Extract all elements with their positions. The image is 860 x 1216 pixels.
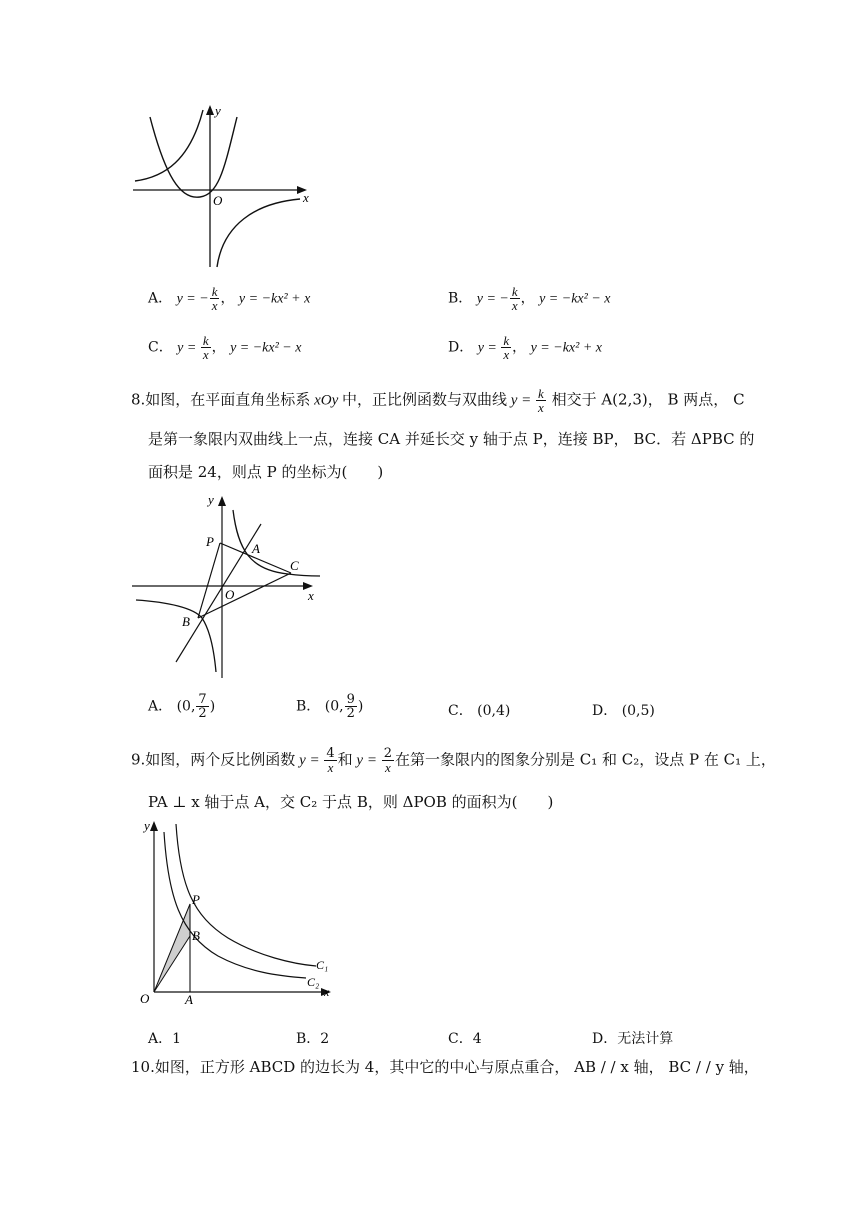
q9-label-o: O bbox=[140, 991, 150, 1006]
q9-label-y: y bbox=[144, 818, 150, 833]
q8-label-a: A bbox=[252, 541, 260, 556]
q8-label-x: x bbox=[308, 588, 314, 603]
q9-triangle-pob bbox=[154, 904, 190, 992]
q9-label-c1: C₁ bbox=[316, 958, 329, 972]
q7-hyperbola-upper bbox=[135, 110, 203, 181]
q9-curve-c2 bbox=[164, 832, 306, 978]
q8-label-y: y bbox=[208, 492, 214, 507]
q7-label-o: O bbox=[213, 193, 223, 208]
q8-label-b: B bbox=[182, 614, 190, 629]
q9-option-a[interactable]: A．1 bbox=[148, 1031, 182, 1047]
q9-graph bbox=[128, 816, 338, 1006]
q8-stem-line3: 面积是 24，则点 P 的坐标为( ) bbox=[148, 463, 384, 481]
q7-option-d[interactable]: D． y = $\frac{k}{x}$ ， y = −kx² + x bbox=[448, 333, 602, 362]
q9-label-x: x bbox=[324, 985, 330, 999]
q8-option-d[interactable]: D． (0,5) bbox=[592, 703, 655, 719]
q8-label-c: C bbox=[290, 558, 299, 573]
q8-y-arrow bbox=[218, 496, 226, 506]
q7-label-y: y bbox=[215, 103, 221, 118]
q7-option-b[interactable]: B． y = − $\frac{k}{x}$ ， y = −kx² − x bbox=[448, 284, 611, 313]
q8-label-p: P bbox=[206, 534, 214, 549]
q9-y-arrow bbox=[150, 821, 158, 831]
q9-label-p: P bbox=[192, 892, 200, 907]
q9-label-b: B bbox=[192, 928, 200, 943]
q8-option-b[interactable]: B． (0, $\frac{9}{2}$ ) bbox=[296, 692, 364, 721]
q7-graph bbox=[125, 95, 325, 270]
q8-segment-bc bbox=[198, 573, 291, 618]
q7-option-a[interactable]: A． y = − $\frac{k}{x}$ ， y = −kx² + x bbox=[148, 284, 311, 313]
q8-hyperbola-q1 bbox=[233, 510, 320, 576]
q9-option-b[interactable]: B．2 bbox=[296, 1031, 330, 1047]
q9-label-c2: C₂ bbox=[307, 975, 320, 989]
q8-option-c[interactable]: C． (0,4) bbox=[448, 703, 511, 719]
q8-stem-line1: 8.如图，在平面直角坐标系 xOy 中，正比例函数与双曲线 y = $\frac{k}{x}$ 相交于 A(2,3)， B 两点， C bbox=[131, 386, 745, 415]
q7-label-x: x bbox=[303, 190, 309, 205]
q9-option-c[interactable]: C．4 bbox=[448, 1031, 482, 1047]
q9-stem-line1: 9.如图，两个反比例函数 y = $\frac{4}{x}$ 和 y = $\frac{2}{x}$ 在第一象限内的图象分别是 C₁ 和 C₂，设点 P 在 C₁ 上， bbox=[131, 746, 776, 775]
q9-label-a: A bbox=[185, 992, 193, 1006]
q10-stem-line1: 10.如图，正方形 ABCD 的边长为 4，其中它的中心与原点重合， AB / / x 轴， BC / / y 轴， bbox=[131, 1058, 759, 1076]
q8-option-a[interactable]: A． (0, $\frac{7}{2}$ ) bbox=[148, 692, 216, 721]
q7-y-arrow bbox=[206, 105, 214, 115]
q7-hyperbola-lower bbox=[217, 199, 300, 267]
q8-stem-line2: 是第一象限内双曲线上一点，连接 CA 并延长交 y 轴于点 P，连接 BP， BC．若 ΔPBC 的 bbox=[148, 430, 755, 448]
q7-option-c[interactable]: C． y = $\frac{k}{x}$ ， y = −kx² − x bbox=[148, 333, 302, 362]
q8-label-o: O bbox=[225, 587, 235, 602]
q8-segment-pb bbox=[198, 543, 220, 618]
q8-graph bbox=[128, 490, 328, 682]
q7-parabola bbox=[150, 117, 237, 197]
q9-stem-line2: PA ⊥ x 轴于点 A，交 C₂ 于点 B，则 ΔPOB 的面积为( ) bbox=[148, 793, 554, 811]
q8-line-ob bbox=[176, 524, 261, 662]
q9-option-d[interactable]: D．无法计算 bbox=[592, 1031, 674, 1047]
